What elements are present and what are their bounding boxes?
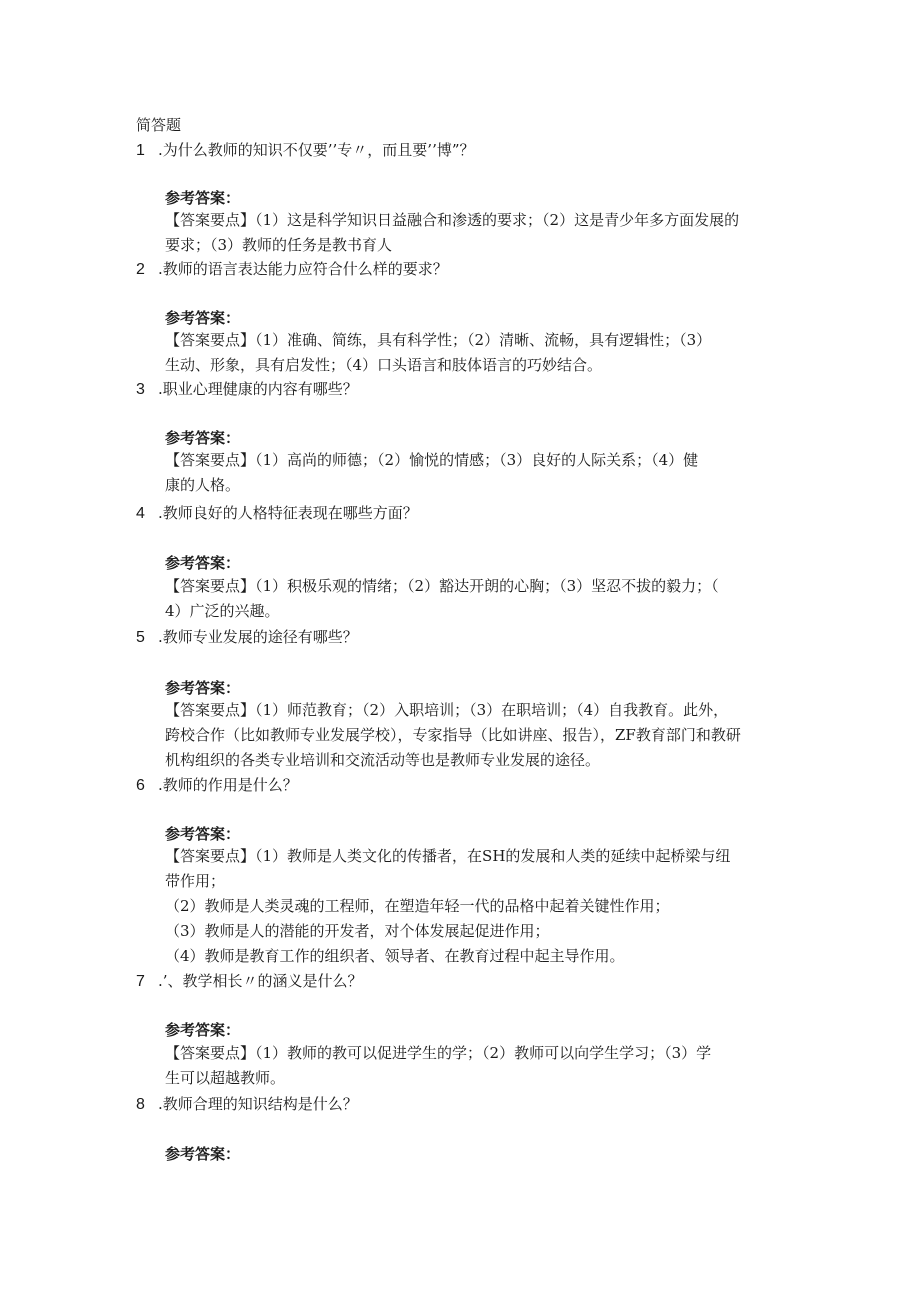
answer-line: 【答案要点】（1）教师是人类文化的传播者，在SH的发展和人类的延续中起桥梁与纽 [165,847,731,865]
question-number: 7 [136,973,145,990]
answer-4 [165,574,785,624]
question-8 [136,1093,358,1114]
question-number: 8 [136,1096,145,1113]
question-text: .’、教学相长〃的涵义是什么？ [158,972,363,990]
reference-answer-label: 参考答案： [165,1145,241,1163]
question-6 [136,774,298,795]
answer-5 [165,698,785,773]
answer-line: 4）广泛的兴趣。 [165,602,280,620]
question-number: 6 [136,777,145,794]
question-number: 1 [136,142,145,159]
answer-7 [165,1041,785,1091]
answer-line: （3）教师是人的潜能的开发者，对个体发展起促进作用； [165,922,550,940]
reference-answer-label: 参考答案： [165,825,241,843]
answer-line: 跨校合作（比如教师专业发展学校），专家指导（比如讲座、报告），ZF教育部门和教研 [165,726,741,744]
reference-answer-label: 参考答案： [165,429,241,447]
reference-answer-label: 参考答案： [165,189,241,207]
question-7 [136,970,363,991]
question-number: 3 [136,381,145,398]
answer-line: 【答案要点】（1）高尚的师德；（2）愉悦的情感；（3）良好的人际关系；（4）健 [165,451,699,469]
answer-6 [165,844,785,969]
question-2 [136,258,448,279]
question-text: .教师良好的人格特征表现在哪些方面？ [158,504,418,522]
answer-line: 【答案要点】（1）教师的教可以促进学生的学；（2）教师可以向学生学习；（3）学 [165,1044,712,1062]
question-number: 2 [136,261,145,278]
answer-line: 生动、形象，具有启发性；（4）口头语言和肢体语言的巧妙结合。 [165,356,603,374]
answer-2 [165,328,785,378]
question-number: 4 [136,505,145,522]
question-text: .教师专业发展的途径有哪些？ [158,628,358,646]
answer-line: 【答案要点】（1）积极乐观的情绪；（2）豁达开朗的心胸；（3）坚忍不拔的毅力；（ [165,577,719,595]
reference-answer-label: 参考答案： [165,554,241,572]
question-text: .教师的语言表达能力应符合什么样的要求？ [158,260,448,278]
answer-line: （4）教师是教育工作的组织者、领导者、在教育过程中起主导作用。 [165,947,625,965]
question-text: .教师的作用是什么？ [158,776,298,794]
question-1 [136,139,475,160]
question-5 [136,626,358,647]
answer-1 [165,208,785,258]
answer-line: （2）教师是人类灵魂的工程师，在塑造年轻一代的品格中起着关键性作用； [165,897,670,915]
answer-line: 【答案要点】（1）师范教育；（2）入职培训；（3）在职培训；（4）自我教育。此外， [165,701,729,719]
answer-line: 康的人格。 [165,476,241,494]
question-text: .为什么教师的知识不仅要’’专〃，而且要’’博”？ [158,141,475,159]
question-4 [136,502,418,523]
reference-answer-label: 参考答案： [165,679,241,697]
answer-line: 生可以超越教师。 [165,1069,286,1087]
answer-line: 机构组织的各类专业培训和交流活动等也是教师专业发展的途径。 [165,751,601,769]
question-text: .教师合理的知识结构是什么？ [158,1095,358,1113]
answer-line: 【答案要点】（1）这是科学知识日益融合和渗透的要求；（2）这是青少年多方面发展的 [165,211,740,229]
answer-line: 带作用； [165,872,226,890]
question-text: .职业心理健康的内容有哪些？ [158,380,358,398]
answer-3 [165,448,785,498]
answer-line: 【答案要点】（1）准确、简练，具有科学性；（2）清晰、流畅，具有逻辑性；（3） [165,331,712,349]
question-3 [136,378,358,399]
question-number: 5 [136,629,145,646]
answer-line: 要求；（3）教师的任务是教书育人 [165,236,393,254]
reference-answer-label: 参考答案： [165,309,241,327]
reference-answer-label: 参考答案： [165,1021,241,1039]
section-heading: 简答题 [136,116,182,134]
